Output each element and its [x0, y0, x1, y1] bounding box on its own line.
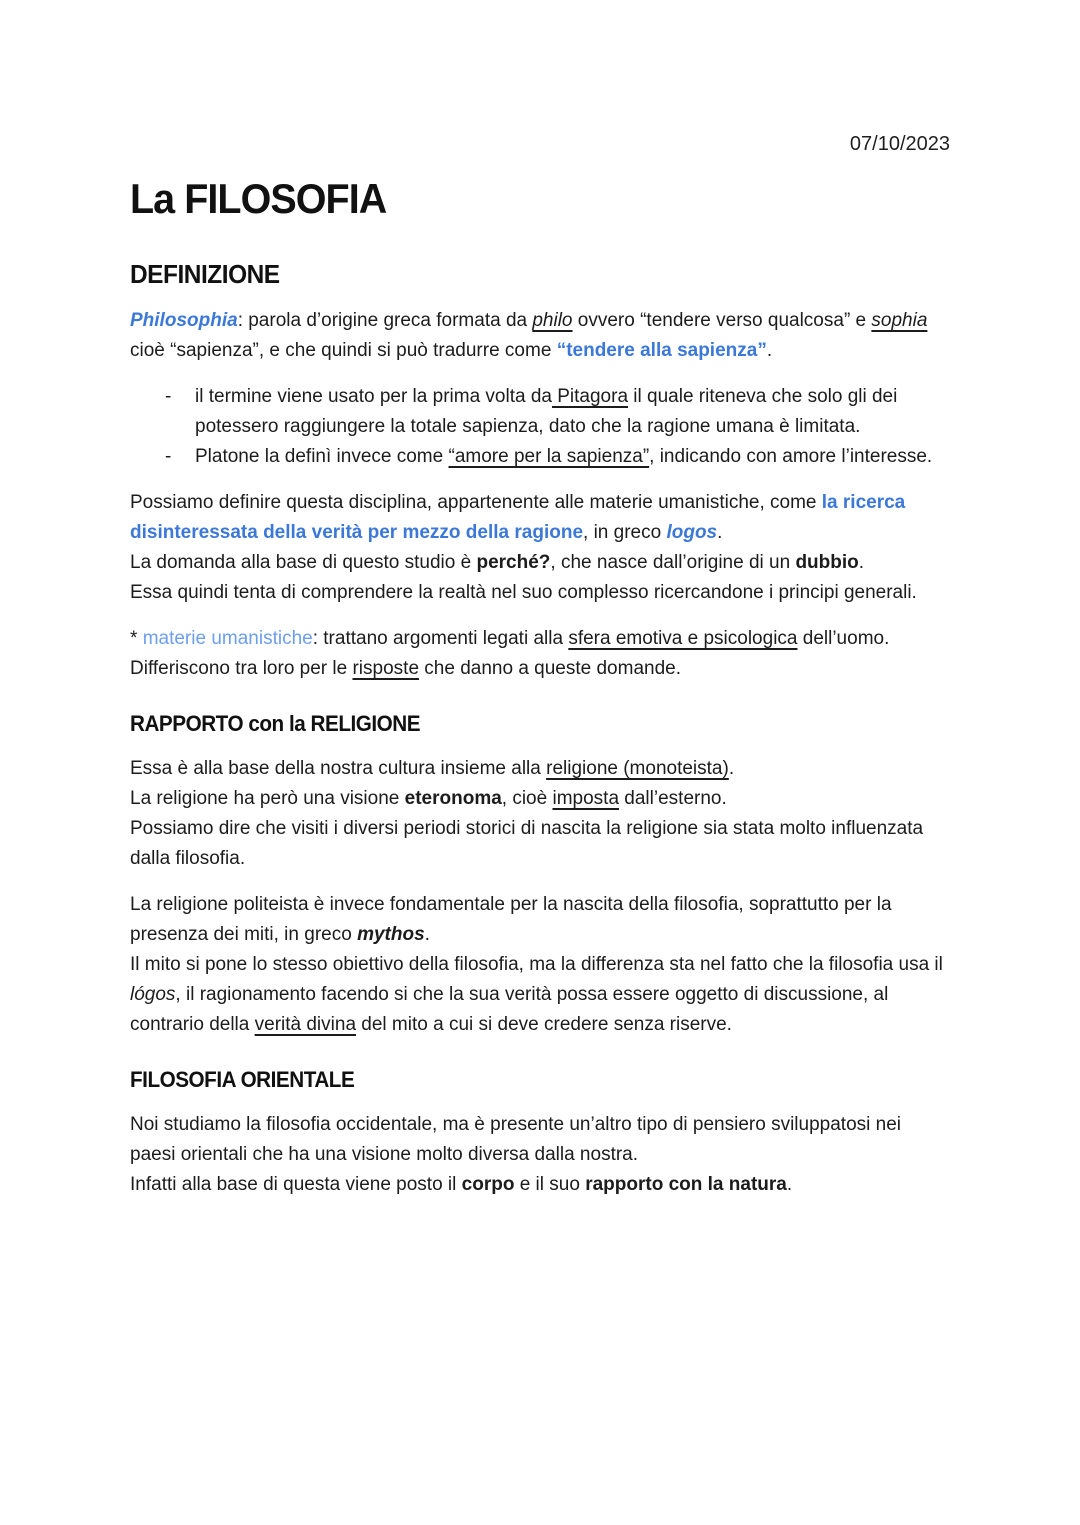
text-run: logos	[666, 522, 718, 543]
text-run: : parola d’origine greca formata da	[237, 310, 533, 331]
text-run: Il mito si pone lo stesso obiettivo della filosofia, ma la differenza sta nel fatto che la filosofia usa il	[130, 954, 943, 975]
dash-bullet-icon: -	[165, 446, 172, 467]
text-run: verità divina	[254, 1014, 357, 1035]
bullet-list	[130, 382, 950, 472]
text-run: rapporto con la natura	[585, 1174, 787, 1195]
paragraph	[130, 488, 950, 608]
text-run: , cioè	[501, 788, 553, 809]
text-run: lógos	[130, 984, 176, 1005]
dash-bullet-icon: -	[165, 386, 172, 407]
text-run: del mito a cui si deve credere senza riserve.	[356, 1014, 732, 1035]
text-run: Possiamo dire che visiti i diversi periodi storici di nascita la religione sia stata molto influenzata dalla filosofia.	[130, 818, 924, 869]
text-run: Platone la definì invece come	[195, 446, 449, 467]
section-heading: FILOSOFIA ORIENTALE	[130, 1067, 355, 1092]
text-run: religione (monoteista)	[546, 758, 729, 779]
text-run: risposte	[352, 658, 420, 679]
text-run: La religione ha però una visione	[130, 788, 405, 809]
text-run: , il ragionamento facendo si che la sua verità possa essere oggetto di discussione, al contrario della	[130, 984, 889, 1035]
document-date: 07/10/2023	[849, 133, 950, 155]
text-run: .	[717, 522, 723, 543]
text-run: : trattano argomenti legati alla	[312, 628, 569, 649]
list-item	[130, 382, 950, 442]
text-run: perché?	[476, 552, 551, 573]
text-run: , che nasce dall’origine di un	[550, 552, 796, 573]
text-run: .	[766, 340, 773, 361]
text-run: corpo	[461, 1174, 515, 1195]
text-run: “amore per la sapienza”	[448, 446, 650, 467]
text-run: e il suo	[514, 1174, 586, 1195]
text-run: .	[728, 758, 735, 779]
text-run: mythos	[357, 924, 425, 945]
text-run: , indicando con amore l’interesse.	[649, 446, 933, 467]
text-run: Essa è alla base della nostra cultura insieme alla	[130, 758, 547, 779]
text-run: .	[424, 924, 430, 945]
text-run: philo	[532, 310, 573, 331]
text-run: Possiamo definire questa disciplina, appartenente alle materie umanistiche, come	[130, 492, 822, 513]
paragraph	[130, 624, 950, 684]
text-run: *	[130, 628, 143, 649]
document-content	[130, 258, 950, 1200]
list-item-text	[195, 442, 932, 472]
text-run: Essa quindi tenta di comprendere la realtà nel suo complesso ricercandone i principi generali.	[130, 582, 917, 603]
text-run: il quale riteneva che solo gli dei potessero raggiungere la totale sapienza, dato che la ragione umana è limitata.	[195, 386, 898, 437]
paragraph	[130, 754, 950, 874]
text-run: Noi studiamo la filosofia occidentale, ma è presente un’altro tipo di pensiero sviluppatosi nei paesi orientali che ha una visione molto diversa dalla nostra.	[130, 1114, 901, 1165]
text-run: .	[786, 1174, 793, 1195]
text-run: , in greco	[583, 522, 667, 543]
text-run: dell’uomo. Differiscono tra loro per le	[130, 628, 890, 679]
text-run: “tendere alla sapienza”	[556, 340, 767, 361]
section-heading: DEFINIZIONE	[130, 259, 280, 289]
document-title: La FILOSOFIA	[130, 175, 387, 222]
text-run: eteronoma	[404, 788, 502, 809]
text-run: la ricerca disinteressata della verità per mezzo della ragione	[130, 492, 906, 543]
text-run: sophia	[871, 310, 928, 331]
list-item-text	[195, 382, 950, 442]
paragraph	[130, 306, 950, 366]
text-run: Philosophia	[130, 310, 238, 331]
text-run: che danno a queste domande.	[419, 658, 681, 679]
text-run: dall’esterno.	[619, 788, 727, 809]
text-run: cioè “sapienza”, e che quindi si può tradurre come	[130, 340, 557, 361]
paragraph	[130, 1110, 950, 1200]
text-run: il termine viene usato per la prima volta da	[195, 386, 552, 407]
text-run: La domanda alla base di questo studio è	[130, 552, 477, 573]
text-run: sfera emotiva e psicologica	[568, 628, 798, 649]
text-run: La religione politeista è invece fondamentale per la nascita della filosofia, soprattutto per la presenza dei miti, in greco	[130, 894, 892, 945]
text-run: Infatti alla base di questa viene posto il	[130, 1174, 462, 1195]
section-heading: RAPPORTO con la RELIGIONE	[130, 711, 421, 736]
text-run: Pitagora	[551, 386, 629, 407]
list-item	[130, 442, 950, 472]
paragraph	[130, 890, 950, 1040]
text-run: ovvero “tendere verso qualcosa” e	[572, 310, 872, 331]
text-run: materie umanistiche	[142, 628, 313, 649]
text-run: .	[858, 552, 865, 573]
text-run: dubbio	[795, 552, 859, 573]
text-run: imposta	[552, 788, 620, 809]
